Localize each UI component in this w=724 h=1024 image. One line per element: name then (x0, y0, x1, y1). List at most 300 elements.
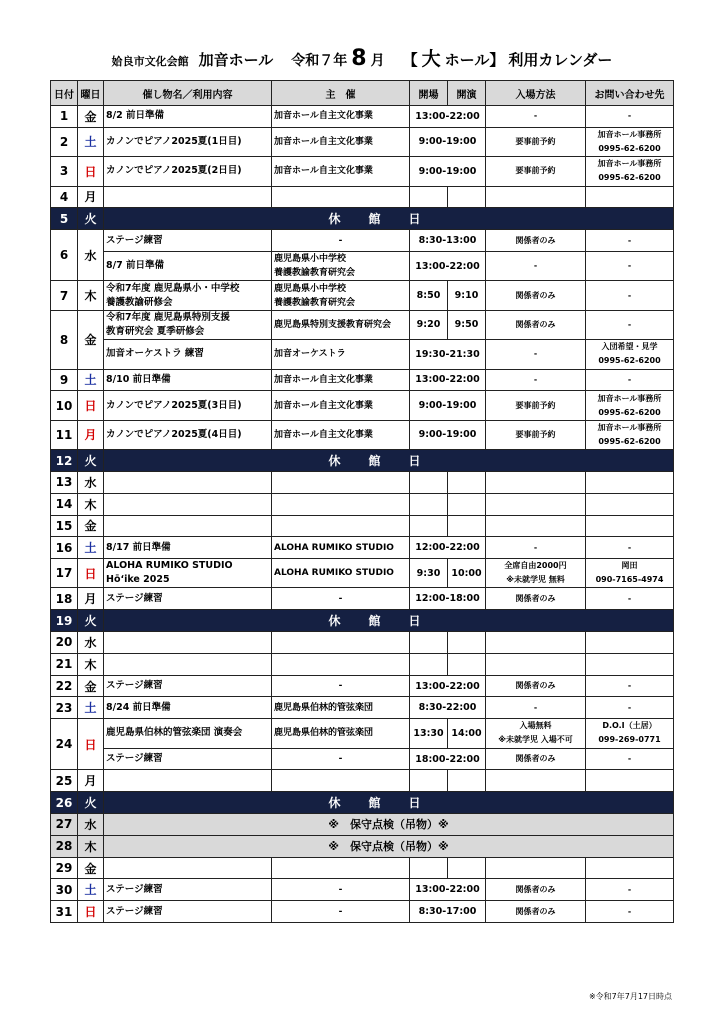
admission-cell (486, 748, 586, 770)
contact-cell-line: - (627, 542, 632, 552)
admission-cell-line: 入場無料 (519, 721, 552, 731)
contact-cell-line: 加音ホール事務所 (597, 422, 662, 432)
organizer-cell (272, 310, 410, 339)
event-cell (104, 281, 272, 310)
time-cell: 18:00-22:00 (410, 748, 486, 770)
time-cell: 8:30-13:00 (410, 230, 486, 252)
contact-cell (586, 697, 674, 719)
contact-cell-line: - (627, 374, 632, 384)
title-month-unit: 月 (370, 53, 385, 69)
event-cell-line: 加音オーケストラ 練習 (106, 348, 204, 360)
contact-cell (586, 537, 674, 559)
calendar-body (51, 106, 674, 923)
organizer-cell-line: 加音オーケストラ (274, 349, 346, 360)
day-number: 8 (51, 310, 78, 369)
event-cell (104, 310, 272, 339)
organizer-cell-line: 鹿児島県伯林的管弦楽団 (274, 728, 374, 739)
day-of-week: 日 (78, 157, 104, 186)
organizer-cell-line: 加音ホール自主文化事業 (274, 111, 373, 122)
time-cell: 8:30-17:00 (410, 901, 486, 923)
table-row (51, 675, 674, 697)
admission-cell (486, 697, 586, 719)
table-row (51, 340, 674, 369)
day-number: 13 (51, 471, 78, 493)
day-number: 6 (51, 230, 78, 281)
admission-cell (486, 471, 586, 493)
table-row (51, 281, 674, 310)
event-cell-line: カノンでピアノ2025夏(4日目) (106, 428, 242, 440)
contact-cell-line: 岡田 (621, 561, 638, 571)
event-cell (104, 770, 272, 792)
day-of-week: 水 (78, 814, 104, 836)
table-row (51, 157, 674, 186)
event-cell-line: 8/17 前日準備 (106, 541, 171, 553)
organizer-cell (272, 697, 410, 719)
day-of-week: 土 (78, 537, 104, 559)
admission-cell (486, 127, 586, 156)
contact-cell (586, 515, 674, 537)
contact-cell-line: - (627, 290, 632, 300)
day-number: 29 (51, 857, 78, 879)
contact-cell (586, 251, 674, 280)
contact-cell-line: - (627, 702, 632, 712)
start-time-cell (448, 653, 486, 675)
admission-cell-line: 要事前予約 (515, 429, 556, 439)
contact-cell (586, 310, 674, 339)
contact-cell-line: - (627, 754, 632, 764)
start-time-cell (448, 857, 486, 879)
event-cell (104, 186, 272, 208)
table-row (51, 537, 674, 559)
contact-cell-line2: 099-269-0771 (598, 735, 661, 745)
organizer-cell (272, 515, 410, 537)
title-era: 令和７年 (291, 53, 348, 69)
start-time-cell (448, 471, 486, 493)
table-row (51, 251, 674, 280)
contact-cell (586, 127, 674, 156)
event-cell (104, 588, 272, 610)
time-cell: 19:30-21:30 (410, 340, 486, 369)
table-row (51, 719, 674, 748)
contact-cell-line: 加音ホール事務所 (597, 159, 662, 169)
organizer-cell-line: 鹿児島県伯林的管弦楽団 (274, 702, 374, 713)
day-of-week: 日 (78, 901, 104, 923)
organizer-cell (272, 251, 410, 280)
open-time-cell (410, 653, 448, 675)
maintenance-label: ※ 保守点検（吊物）※ (104, 814, 674, 836)
calendar-table (50, 80, 674, 923)
organizer-cell (272, 106, 410, 128)
closed-row (51, 450, 674, 472)
open-time-cell (410, 493, 448, 515)
contact-cell (586, 157, 674, 186)
event-cell (104, 391, 272, 420)
maintenance-label: ※ 保守点検（吊物）※ (104, 835, 674, 857)
contact-cell (586, 675, 674, 697)
title-bracket-close: 】 (489, 51, 505, 69)
table-row (51, 230, 674, 252)
open-time-cell: 13:30 (410, 719, 448, 748)
time-cell: 9:00-19:00 (410, 127, 486, 156)
day-of-week: 火 (78, 610, 104, 632)
event-cell (104, 537, 272, 559)
event-cell (104, 559, 272, 588)
contact-cell-line: - (627, 681, 632, 691)
day-of-week: 水 (78, 632, 104, 654)
event-cell (104, 632, 272, 654)
organizer-cell (272, 420, 410, 449)
admission-cell (486, 420, 586, 449)
contact-cell (586, 632, 674, 654)
contact-cell (586, 281, 674, 310)
maintenance-row (51, 835, 674, 857)
event-cell-line: ステージ練習 (106, 234, 163, 246)
event-cell (104, 879, 272, 901)
event-cell-line: 令和7年度 鹿児島県特別支援 (106, 311, 230, 323)
day-of-week: 土 (78, 697, 104, 719)
title-hall: 加音ホール (198, 51, 274, 69)
day-of-week: 日 (78, 559, 104, 588)
contact-cell-line: - (627, 235, 632, 245)
contact-cell-line: - (627, 593, 632, 603)
admission-cell (486, 588, 586, 610)
event-cell (104, 369, 272, 391)
day-of-week: 金 (78, 310, 104, 369)
event-cell-line: 令和7年度 鹿児島県小・中学校 (106, 282, 240, 294)
admission-cell-line: 関係者のみ (515, 884, 556, 894)
table-row (51, 653, 674, 675)
closed-row (51, 792, 674, 814)
day-number: 20 (51, 632, 78, 654)
day-of-week: 火 (78, 208, 104, 230)
event-cell-line: 8/2 前日準備 (106, 110, 164, 122)
day-number: 26 (51, 792, 78, 814)
time-cell: 13:00-22:00 (410, 106, 486, 128)
day-number: 17 (51, 559, 78, 588)
contact-cell-line2: 0995-62-6200 (598, 436, 661, 446)
maintenance-row (51, 814, 674, 836)
start-time-cell (448, 515, 486, 537)
admission-cell (486, 879, 586, 901)
day-number: 3 (51, 157, 78, 186)
table-row (51, 369, 674, 391)
organizer-cell (272, 537, 410, 559)
organizer-cell-line: 加音ホール自主文化事業 (274, 374, 373, 385)
day-of-week: 木 (78, 835, 104, 857)
contact-cell-line2: 0995-62-6200 (598, 407, 661, 417)
admission-cell-line: - (533, 261, 538, 271)
open-time-cell (410, 632, 448, 654)
table-row (51, 857, 674, 879)
contact-cell-line: - (627, 884, 632, 894)
start-time-cell (448, 493, 486, 515)
contact-cell-line: D.O.I（土居） (602, 721, 657, 731)
day-of-week: 月 (78, 588, 104, 610)
event-cell (104, 697, 272, 719)
event-cell (104, 127, 272, 156)
event-cell-line: 8/7 前日準備 (106, 260, 164, 272)
day-of-week: 月 (78, 420, 104, 449)
day-of-week: 土 (78, 127, 104, 156)
open-time-cell (410, 515, 448, 537)
event-cell-line: カノンでピアノ2025夏(3日目) (106, 399, 242, 411)
day-of-week: 土 (78, 369, 104, 391)
organizer-cell (272, 493, 410, 515)
header-admission: 入場方法 (486, 81, 586, 106)
organizer-cell (272, 186, 410, 208)
time-cell: 13:00-22:00 (410, 369, 486, 391)
admission-cell (486, 186, 586, 208)
day-number: 14 (51, 493, 78, 515)
contact-cell-line: 加音ホール事務所 (597, 393, 662, 403)
table-row (51, 106, 674, 128)
admission-cell (486, 857, 586, 879)
day-number: 24 (51, 719, 78, 770)
open-time-cell: 9:30 (410, 559, 448, 588)
organizer-cell-line2: 養護教諭教育研究会 (274, 268, 356, 279)
organizer-cell (272, 471, 410, 493)
time-cell: 13:00-22:00 (410, 251, 486, 280)
contact-cell-line2: 0995-62-6200 (598, 143, 661, 153)
event-cell (104, 857, 272, 879)
day-of-week: 火 (78, 792, 104, 814)
contact-cell (586, 106, 674, 128)
organizer-cell (272, 559, 410, 588)
day-number: 27 (51, 814, 78, 836)
day-number: 18 (51, 588, 78, 610)
title-hall-big: 大 (421, 48, 441, 70)
contact-cell-line: - (627, 111, 632, 121)
header-open: 開場 (410, 81, 448, 106)
organizer-cell (272, 391, 410, 420)
header-start: 開演 (448, 81, 486, 106)
organizer-cell-line: - (338, 906, 343, 917)
contact-cell-line: - (627, 261, 632, 271)
time-cell: 9:00-19:00 (410, 420, 486, 449)
admission-cell-line: - (533, 111, 538, 121)
start-time-cell (448, 632, 486, 654)
table-row (51, 515, 674, 537)
contact-cell-line: - (627, 319, 632, 329)
contact-cell (586, 420, 674, 449)
event-cell (104, 515, 272, 537)
event-cell (104, 157, 272, 186)
date-note: ※令和7年7月17日時点 (588, 992, 672, 1001)
organizer-cell (272, 719, 410, 748)
day-number: 12 (51, 450, 78, 472)
organizer-cell (272, 588, 410, 610)
admission-cell-line: - (533, 702, 538, 712)
event-cell-line: カノンでピアノ2025夏(2日目) (106, 165, 242, 177)
admission-cell-line: - (533, 374, 538, 384)
day-of-week: 金 (78, 106, 104, 128)
open-time-cell (410, 471, 448, 493)
contact-cell-line2: 090-7165-4974 (595, 575, 664, 585)
organizer-cell (272, 879, 410, 901)
admission-cell (486, 537, 586, 559)
table-row (51, 471, 674, 493)
closed-row (51, 208, 674, 230)
organizer-cell-line: 加音ホール自主文化事業 (274, 166, 373, 177)
day-number: 31 (51, 901, 78, 923)
admission-cell-line: 関係者のみ (515, 319, 556, 329)
day-of-week: 月 (78, 186, 104, 208)
contact-cell (586, 879, 674, 901)
table-row (51, 697, 674, 719)
event-cell-line: 鹿児島県伯林的管弦楽団 演奏会 (106, 727, 243, 739)
organizer-cell (272, 857, 410, 879)
table-row (51, 127, 674, 156)
event-cell-line: カノンでピアノ2025夏(1日目) (106, 135, 242, 147)
admission-cell-line: 要事前予約 (515, 136, 556, 146)
organizer-cell (272, 653, 410, 675)
time-cell: 9:00-19:00 (410, 157, 486, 186)
organizer-cell-line: 加音ホール自主文化事業 (274, 400, 373, 411)
day-of-week: 土 (78, 879, 104, 901)
event-cell-line: 8/24 前日準備 (106, 701, 171, 713)
time-cell: 13:00-22:00 (410, 675, 486, 697)
organizer-cell-line: 鹿児島県小中学校 (274, 283, 347, 294)
title-suffix: 利用カレンダー (508, 51, 613, 69)
event-cell-line: ステージ練習 (106, 753, 163, 765)
time-cell: 9:00-19:00 (410, 391, 486, 420)
organizer-cell-line: 加音ホール自主文化事業 (274, 429, 373, 440)
contact-cell (586, 748, 674, 770)
open-time-cell: 8:50 (410, 281, 448, 310)
event-cell-line: 8/10 前日準備 (106, 373, 171, 385)
table-row (51, 420, 674, 449)
contact-cell (586, 340, 674, 369)
event-cell (104, 106, 272, 128)
admission-cell-line2: ※未就学児 入場不可 (498, 735, 573, 745)
contact-cell (586, 186, 674, 208)
title-bracket-open: 【 (402, 51, 418, 69)
admission-cell (486, 157, 586, 186)
day-number: 22 (51, 675, 78, 697)
organizer-cell-line: - (338, 681, 343, 692)
admission-cell (486, 310, 586, 339)
organizer-cell-line: - (338, 593, 343, 604)
start-time-cell (448, 186, 486, 208)
closed-row (51, 610, 674, 632)
day-number: 23 (51, 697, 78, 719)
open-time-cell (410, 770, 448, 792)
event-cell-line: ステージ練習 (106, 905, 163, 917)
table-row (51, 493, 674, 515)
start-time-cell (448, 770, 486, 792)
contact-cell (586, 857, 674, 879)
day-number: 28 (51, 835, 78, 857)
contact-cell (586, 559, 674, 588)
organizer-cell (272, 675, 410, 697)
day-number: 4 (51, 186, 78, 208)
header-row (51, 81, 674, 106)
admission-cell (486, 230, 586, 252)
day-number: 10 (51, 391, 78, 420)
event-cell (104, 675, 272, 697)
organizer-cell-line: - (338, 884, 343, 895)
admission-cell (486, 559, 586, 588)
contact-cell (586, 230, 674, 252)
admission-cell-line: - (533, 542, 538, 552)
table-row (51, 879, 674, 901)
table-row (51, 559, 674, 588)
contact-cell (586, 719, 674, 748)
header-event: 催し物名／利用内容 (104, 81, 272, 106)
contact-cell-line: 加音ホール事務所 (597, 129, 662, 139)
contact-cell (586, 653, 674, 675)
organizer-cell-line: ALOHA RUMIKO STUDIO (274, 568, 394, 579)
closed-label: 休館日 (104, 208, 674, 230)
day-of-week: 金 (78, 675, 104, 697)
event-cell-line: ALOHA RUMIKO STUDIO (106, 560, 233, 572)
day-number: 11 (51, 420, 78, 449)
contact-cell (586, 588, 674, 610)
open-time-cell: 9:20 (410, 310, 448, 339)
title-hall-rest: ホール (444, 51, 490, 69)
admission-cell (486, 493, 586, 515)
organizer-cell (272, 369, 410, 391)
organizer-cell-line: - (338, 754, 343, 765)
day-of-week: 火 (78, 450, 104, 472)
organizer-cell (272, 748, 410, 770)
table-row (51, 391, 674, 420)
table-row (51, 632, 674, 654)
admission-cell-line: 関係者のみ (515, 235, 556, 245)
contact-cell (586, 369, 674, 391)
event-cell (104, 653, 272, 675)
organizer-cell (272, 770, 410, 792)
organizer-cell-line: ALOHA RUMIKO STUDIO (274, 542, 394, 553)
title-org: 姶良市文化会館 (111, 55, 189, 68)
start-time-cell: 14:00 (448, 719, 486, 748)
table-row (51, 901, 674, 923)
organizer-cell-line: 加音ホール自主文化事業 (274, 136, 373, 147)
admission-cell-line: 関係者のみ (515, 754, 556, 764)
admission-cell (486, 770, 586, 792)
event-cell (104, 420, 272, 449)
event-cell (104, 251, 272, 280)
admission-cell (486, 369, 586, 391)
day-of-week: 日 (78, 391, 104, 420)
header-dow: 曜日 (78, 81, 104, 106)
day-number: 21 (51, 653, 78, 675)
contact-cell-line: - (627, 906, 632, 916)
table-row (51, 186, 674, 208)
event-cell-line2: 養護教諭研修会 (106, 296, 173, 308)
closed-label: 休館日 (104, 610, 674, 632)
table-row (51, 770, 674, 792)
organizer-cell (272, 281, 410, 310)
contact-cell (586, 493, 674, 515)
organizer-cell-line: 鹿児島県小中学校 (274, 254, 347, 265)
day-of-week: 月 (78, 770, 104, 792)
contact-cell-line2: 0995-62-6200 (598, 173, 661, 183)
admission-cell-line: - (533, 349, 538, 359)
admission-cell (486, 719, 586, 748)
time-cell: 8:30-22:00 (410, 697, 486, 719)
day-number: 5 (51, 208, 78, 230)
admission-cell (486, 632, 586, 654)
open-time-cell (410, 186, 448, 208)
header-contact: お問い合わせ先 (586, 81, 674, 106)
day-of-week: 水 (78, 230, 104, 281)
day-of-week: 金 (78, 515, 104, 537)
contact-cell (586, 770, 674, 792)
day-number: 25 (51, 770, 78, 792)
day-number: 15 (51, 515, 78, 537)
day-number: 9 (51, 369, 78, 391)
